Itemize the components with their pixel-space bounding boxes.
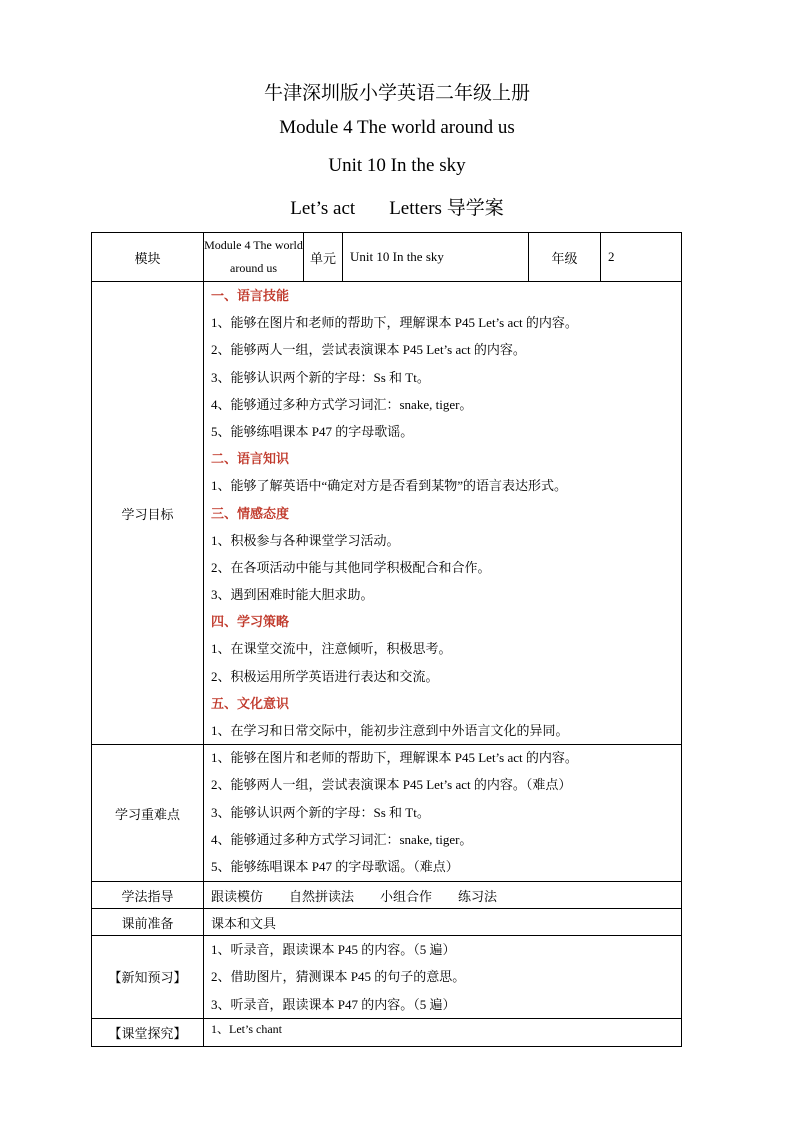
section-heading: 二、语言知识	[211, 451, 290, 467]
lesson-part-b: Letters 导学案	[389, 198, 504, 219]
list-item: 1、能够在图片和老师的帮助下，理解课本 P45 Let’s act 的内容。	[211, 315, 578, 331]
list-item: 2、在各项活动中能与其他同学积极配合和合作。	[211, 559, 491, 575]
section-heading: 五、文化意识	[211, 695, 290, 711]
prep-label: 课前准备	[92, 909, 204, 936]
lesson-part-a: Let’s act	[290, 198, 356, 219]
grade-value	[601, 233, 682, 282]
method-item: 练习法	[458, 888, 498, 904]
prep-row	[92, 909, 682, 936]
list-item: 2、能够两人一组，尝试表演课本 P45 Let’s act 的内容。	[211, 342, 526, 358]
section-heading: 三、情感态度	[211, 505, 290, 521]
explore-row	[92, 1018, 682, 1046]
explore-content	[204, 1018, 682, 1046]
doc-title-module: Module 4 The world around us	[279, 117, 515, 138]
list-item: 1、能够在图片和老师的帮助下，理解课本 P45 Let’s act 的内容。	[211, 750, 578, 766]
list-item: 3、听录音，跟读课本 P47 的内容。（5 遍）	[211, 996, 456, 1012]
list-item: 5、能够练唱课本 P47 的字母歌谣。（难点）	[211, 858, 459, 874]
list-item: 3、能够认识两个新的字母：Ss 和 Tt。	[211, 804, 430, 820]
module-label: 模块	[92, 233, 204, 282]
list-item: 2、借助图片，猜测课本 P45 的句子的意思。	[211, 969, 466, 985]
preview-row	[92, 936, 682, 1019]
list-item: 2、能够两人一组，尝试表演课本 P45 Let’s act 的内容。（难点）	[211, 777, 572, 793]
list-item: 1、听录音，跟读课本 P45 的内容。（5 遍）	[211, 942, 456, 958]
doc-title-line1: 牛津深圳版小学英语二年级上册	[263, 83, 530, 104]
list-item: 5、能够练唱课本 P47 的字母歌谣。	[211, 423, 414, 439]
list-item: 1、在课堂交流中，注意倾听，积极思考。	[211, 641, 452, 657]
unit-value	[343, 233, 529, 282]
explore-label: 【课堂探究】	[92, 1018, 204, 1046]
prep-content	[204, 909, 682, 936]
methods-label: 学法指导	[92, 882, 204, 909]
unit-value-text: Unit 10 In the sky	[350, 249, 444, 264]
preview-label: 【新知预习】	[92, 936, 204, 1019]
key-points-label: 学习重难点	[92, 745, 204, 882]
list-item: 1、能够了解英语中“确定对方是否看到某物”的语言表达形式。	[211, 478, 568, 494]
list-item: 4、能够通过多种方式学习词汇：snake, tiger。	[211, 396, 473, 412]
list-item: 1、积极参与各种课堂学习活动。	[211, 532, 400, 548]
module-value-line2: around us	[230, 261, 277, 275]
methods-list	[204, 886, 681, 905]
explore-value: 1、Let’s chant	[211, 1021, 282, 1036]
header-row	[92, 233, 682, 282]
grade-label: 年级	[529, 233, 601, 282]
key-points-content	[204, 745, 682, 882]
method-item: 小组合作	[380, 888, 433, 904]
doc-title-lesson	[0, 193, 794, 220]
grade-value-text: 2	[608, 249, 615, 264]
list-item: 3、能够认识两个新的字母：Ss 和 Tt。	[211, 369, 430, 385]
prep-value: 课本和文具	[211, 915, 277, 931]
method-item: 跟读模仿	[211, 888, 264, 904]
list-item: 1、在学习和日常交际中，能初步注意到中外语言文化的异同。	[211, 723, 569, 738]
lesson-plan-table	[91, 232, 682, 1047]
section-heading: 四、学习策略	[211, 614, 290, 630]
goals-row	[92, 282, 682, 745]
list-item: 4、能够通过多种方式学习词汇：snake, tiger。	[211, 831, 473, 847]
module-value	[204, 233, 304, 282]
unit-label: 单元	[304, 233, 343, 282]
preview-content	[204, 936, 682, 1019]
goals-label: 学习目标	[92, 282, 204, 745]
goals-content	[204, 282, 682, 745]
methods-row	[92, 882, 682, 909]
methods-content	[204, 882, 682, 909]
goals-list	[204, 282, 681, 744]
key-points-row	[92, 745, 682, 882]
preview-list	[204, 936, 681, 1018]
doc-title-unit: Unit 10 In the sky	[328, 155, 466, 176]
section-heading: 一、语言技能	[211, 288, 290, 303]
method-item: 自然拼读法	[289, 888, 355, 904]
module-value-line1: Module 4 The world	[204, 238, 303, 252]
list-item: 2、积极运用所学英语进行表达和交流。	[211, 668, 439, 684]
list-item: 3、遇到困难时能大胆求助。	[211, 587, 374, 603]
key-points-list	[204, 745, 681, 881]
